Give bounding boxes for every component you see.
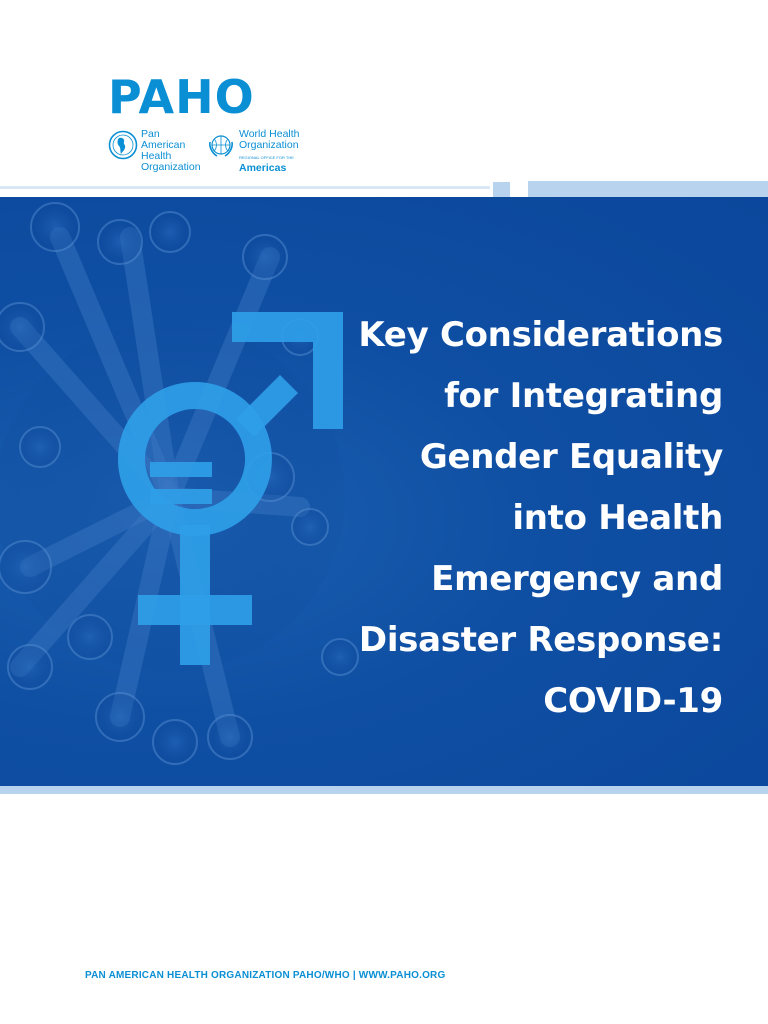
cover-title [303,305,723,732]
paho-emblem-icon [108,130,138,160]
paho-logo [108,70,308,174]
title-line: Key Considerations [358,315,723,355]
paho-name: Pan American Health Organization [141,128,201,173]
title-line: Disaster Response: [358,620,723,660]
who-emblem-icon [206,130,236,160]
top-accent-square [493,182,510,197]
bottom-accent-bar [0,786,768,794]
cover-banner [0,197,768,786]
title-line: Gender Equality [419,437,723,477]
title-line: Emergency and [431,559,723,599]
title-line: COVID-19 [543,681,723,721]
who-region-prefix: REGIONAL OFFICE FOR THE [239,155,294,160]
who-region: Americas [239,162,287,174]
top-divider-line [0,186,490,189]
who-name: World Health Organization REGIONAL OFFICE FOR THE Americas [239,128,300,174]
footer-text: PAN AMERICAN HEALTH ORGANIZATION PAHO/WHO | WWW.PAHO.ORG [85,970,446,981]
logo-organizations [108,128,308,174]
title-line: for Integrating [444,376,723,416]
logo-wordmark: PAHO [108,70,255,124]
title-line: into Health [512,498,723,538]
